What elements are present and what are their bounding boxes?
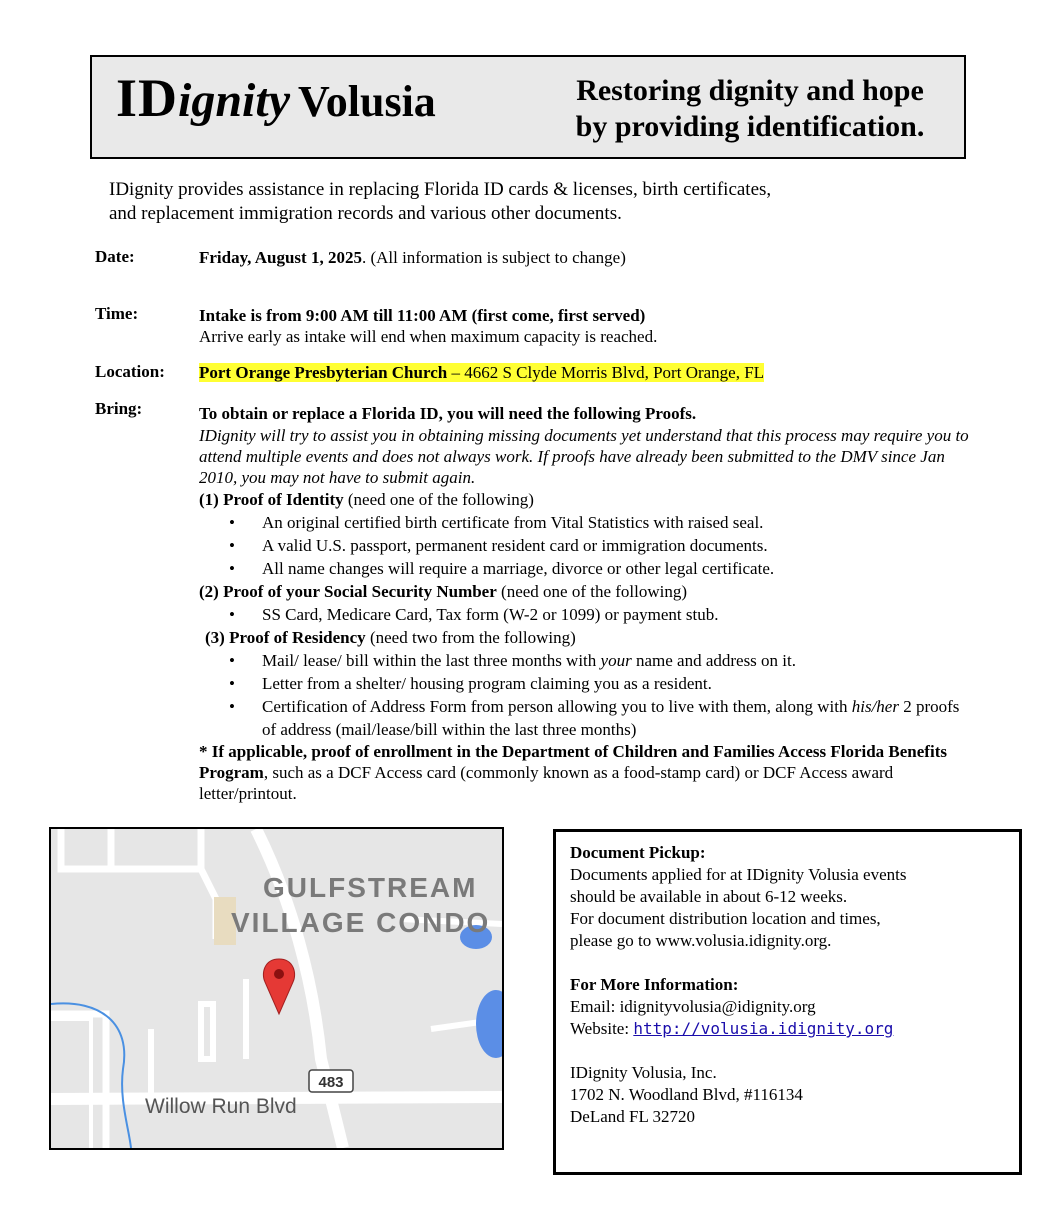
list-item-text: Mail/ lease/ bill within the last three months with	[262, 651, 601, 670]
pickup-line-4: please go to www.volusia.idignity.org.	[570, 931, 832, 950]
time-intake: Intake is from 9:00 AM till 11:00 AM (first come, first served)	[199, 306, 646, 325]
tagline-line-1: Restoring dignity and hope	[576, 74, 924, 107]
location-address: – 4662 S Clyde Morris Blvd, Port Orange, FL	[447, 363, 765, 382]
list-item-text: 2 proofs of address (mail/lease/bill within the last three months)	[262, 697, 960, 739]
applicable-bold: * If applicable, proof of enrollment in the Department of Children and Families Access Florida Benefits Program	[199, 742, 947, 782]
pickup-title: Document Pickup:	[570, 843, 706, 862]
date-bold: Friday, August 1, 2025	[199, 248, 362, 267]
date-label: Date:	[95, 247, 135, 266]
list-item: • An original certified birth certificate from Vital Statistics with raised seal.	[199, 511, 974, 534]
email-label: Email:	[570, 997, 620, 1016]
list-item-emphasis: his/her	[851, 697, 899, 716]
info-box	[553, 829, 1022, 1175]
email-line	[570, 996, 1005, 1018]
bring-heading: To obtain or replace a Florida ID, you will need the following Proofs.	[199, 404, 697, 423]
proof-residency-rest: (need two from the following)	[365, 628, 576, 647]
date-note: . (All information is subject to change)	[361, 248, 626, 267]
street-label: Willow Run Blvd	[145, 1095, 297, 1118]
website-link[interactable]: http://volusia.idignity.org	[633, 1019, 894, 1038]
tagline	[540, 73, 960, 145]
list-item: • SS Card, Medicare Card, Tax form (W-2 or 1099) or payment stub.	[199, 603, 974, 626]
proof-residency-title: (3) Proof of Residency	[205, 628, 366, 647]
list-item-text: name and address on it.	[631, 651, 796, 670]
applicable-rest: , such as a DCF Access card (commonly known as a food-stamp card) or DCF Access award letter/printout.	[199, 763, 894, 803]
list-item: • A valid U.S. passport, permanent resident card or immigration documents.	[199, 534, 974, 557]
list-item-emphasis: your	[600, 651, 632, 670]
time-label: Time:	[95, 304, 139, 323]
route-number: 483	[318, 1074, 344, 1091]
intro-paragraph	[109, 178, 989, 226]
pickup-line-1: Documents applied for at IDignity Volusia events	[570, 865, 907, 884]
map-area-label-1: GULFSTREAM	[263, 872, 478, 903]
proof-residency-list	[199, 649, 974, 741]
org-address-1: 1702 N. Woodland Blvd, #116134	[570, 1085, 803, 1104]
bring-section	[199, 402, 974, 804]
list-item: • All name changes will require a marriage, divorce or other legal certificate.	[199, 557, 974, 580]
intro-line-1: IDignity provides assistance in replacing Florida ID cards & licenses, birth certificates,	[109, 179, 772, 200]
map-graphic	[51, 829, 502, 1148]
pickup-line-2: should be available in about 6-12 weeks.	[570, 887, 848, 906]
location-value	[199, 362, 989, 383]
org-address-2: DeLand FL 32720	[570, 1107, 695, 1126]
proof-ssn-list	[199, 603, 974, 626]
header-banner	[90, 55, 966, 159]
list-item-text: Certification of Address Form from person allowing you to live with them, along with	[262, 697, 852, 716]
tagline-line-2: by providing identification.	[575, 110, 925, 143]
proof-identity-heading	[199, 488, 974, 511]
logo-id-text: ID	[116, 68, 179, 128]
logo-volusia-text: Volusia	[298, 77, 436, 126]
intro-line-2: and replacement immigration records and various other documents.	[109, 203, 622, 224]
org-name: IDignity Volusia, Inc.	[570, 1063, 717, 1082]
location-map[interactable]	[49, 827, 504, 1150]
applicable-note	[199, 741, 974, 804]
list-item	[199, 649, 974, 672]
proof-identity-list	[199, 511, 974, 580]
proof-ssn-heading	[199, 580, 974, 603]
more-info-title: For More Information:	[570, 975, 739, 994]
location-label: Location:	[95, 362, 165, 381]
website-line	[570, 1018, 1005, 1040]
proof-residency-heading	[199, 626, 974, 649]
time-value	[199, 305, 989, 347]
list-item	[199, 695, 974, 741]
pickup-line-3: For document distribution location and times,	[570, 909, 881, 928]
logo-ignity-text: ignity	[178, 74, 291, 127]
bring-label: Bring:	[95, 399, 143, 418]
location-venue: Port Orange Presbyterian Church	[199, 363, 448, 382]
date-value	[199, 247, 989, 268]
proof-identity-rest: (need one of the following)	[343, 490, 534, 509]
email-address[interactable]: idignityvolusia@idignity.org	[619, 997, 816, 1016]
bring-note: IDignity will try to assist you in obtaining missing documents yet understand that this process may require you to attend multiple events and does not always work. If proofs have already been submitted to the DMV since Jan 2010, you may not have to submit again.	[199, 426, 969, 487]
proof-ssn-rest: (need one of the following)	[496, 582, 688, 601]
time-note: Arrive early as intake will end when maximum capacity is reached.	[199, 327, 658, 346]
proof-ssn-title: (2) Proof of your Social Security Number	[199, 582, 497, 601]
idignity-logo	[116, 68, 436, 128]
map-area-label-2: VILLAGE CONDO	[231, 907, 491, 938]
website-label: Website:	[570, 1019, 634, 1038]
list-item: • Letter from a shelter/ housing program claiming you as a resident.	[199, 672, 974, 695]
proof-identity-title: (1) Proof of Identity	[199, 490, 344, 509]
